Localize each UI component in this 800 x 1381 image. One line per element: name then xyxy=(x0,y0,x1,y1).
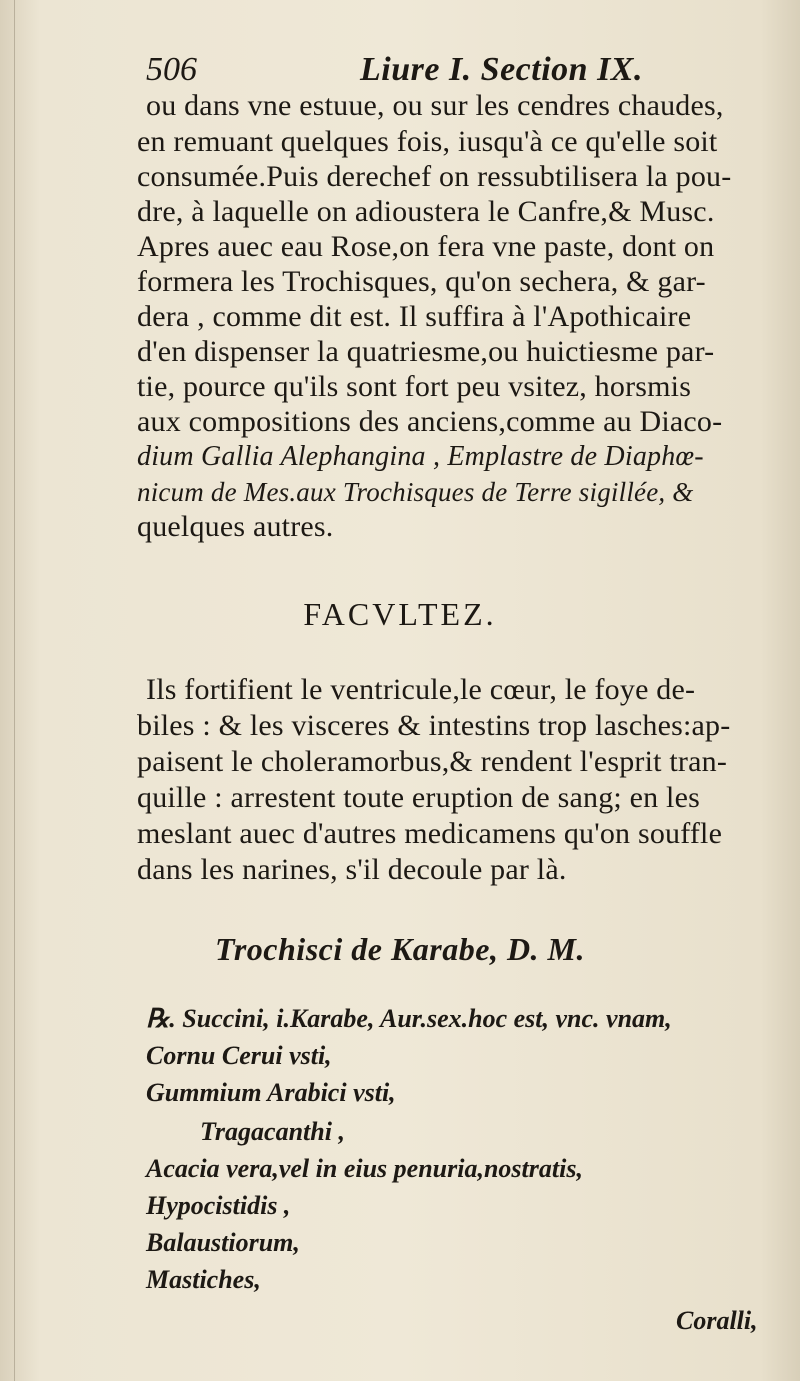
body-line: dium Gallia Alephangina , Emplastre de Diaphœ- xyxy=(137,441,704,472)
recipe-line: Mastiches, xyxy=(146,1265,261,1294)
section-heading: FACVLTEZ. xyxy=(303,596,497,632)
body-line: en remuant quelques fois, iusqu'à ce qu'elle soit xyxy=(137,125,718,158)
facultez-line: Ils fortifient le ventricule,le cœur, le foye de- xyxy=(146,673,696,706)
running-head: Liure I. Section IX. xyxy=(360,51,643,88)
recipe-line: Gummium Arabici vsti, xyxy=(146,1078,396,1107)
facultez-line: paisent le choleramorbus,& rendent l'esprit tran- xyxy=(137,745,728,778)
recipe-line: Cornu Cerui vsti, xyxy=(146,1041,332,1070)
body-line: nicum de Mes.aux Trochisques de Terre sigillée, & xyxy=(137,477,694,507)
body-line: tie, pource qu'ils sont fort peu vsitez, horsmis xyxy=(137,370,692,403)
recipe-line: Hypocistidis , xyxy=(146,1191,291,1220)
facultez-line: meslant auec d'autres medicamens qu'on souffle xyxy=(137,817,723,850)
body-line: dera , comme dit est. Il suffira à l'Apothicaire xyxy=(137,300,692,333)
recipe-line: Acacia vera,vel in eius penuria,nostratis, xyxy=(146,1154,583,1183)
recipe-line: Tragacanthi , xyxy=(200,1117,345,1146)
catchword: Coralli, xyxy=(676,1306,758,1335)
body-line: ou dans vne estuue, ou sur les cendres chaudes, xyxy=(146,89,724,122)
body-line: quelques autres. xyxy=(137,510,334,543)
page-gutter-edge xyxy=(14,0,15,1381)
recipe-line: Balaustiorum, xyxy=(146,1228,300,1257)
facultez-line: quille : arrestent toute eruption de sang; en les xyxy=(137,781,700,814)
body-line: formera les Trochisques, qu'on sechera, & gar- xyxy=(137,265,706,298)
body-line: consumée.Puis derechef on ressubtilisera la pou- xyxy=(137,160,732,193)
recipe-title: Trochisci de Karabe, D. M. xyxy=(214,931,585,967)
body-line: aux compositions des anciens,comme au Diaco- xyxy=(137,405,723,438)
body-line: Apres auec eau Rose,on fera vne paste, dont on xyxy=(137,230,715,263)
body-line: d'en dispenser la quatriesme,ou huictiesme par- xyxy=(137,335,715,368)
facultez-line: biles : & les visceres & intestins trop lasches:ap- xyxy=(137,709,731,742)
page-number: 506 xyxy=(146,51,197,88)
facultez-line: dans les narines, s'il decoule par là. xyxy=(137,853,567,886)
recipe-line: ℞. Succini, i.Karabe, Aur.sex.hoc est, vnc. vnam, xyxy=(146,1004,672,1033)
body-line: dre, à laquelle on adioustera le Canfre,& Musc. xyxy=(137,195,715,228)
